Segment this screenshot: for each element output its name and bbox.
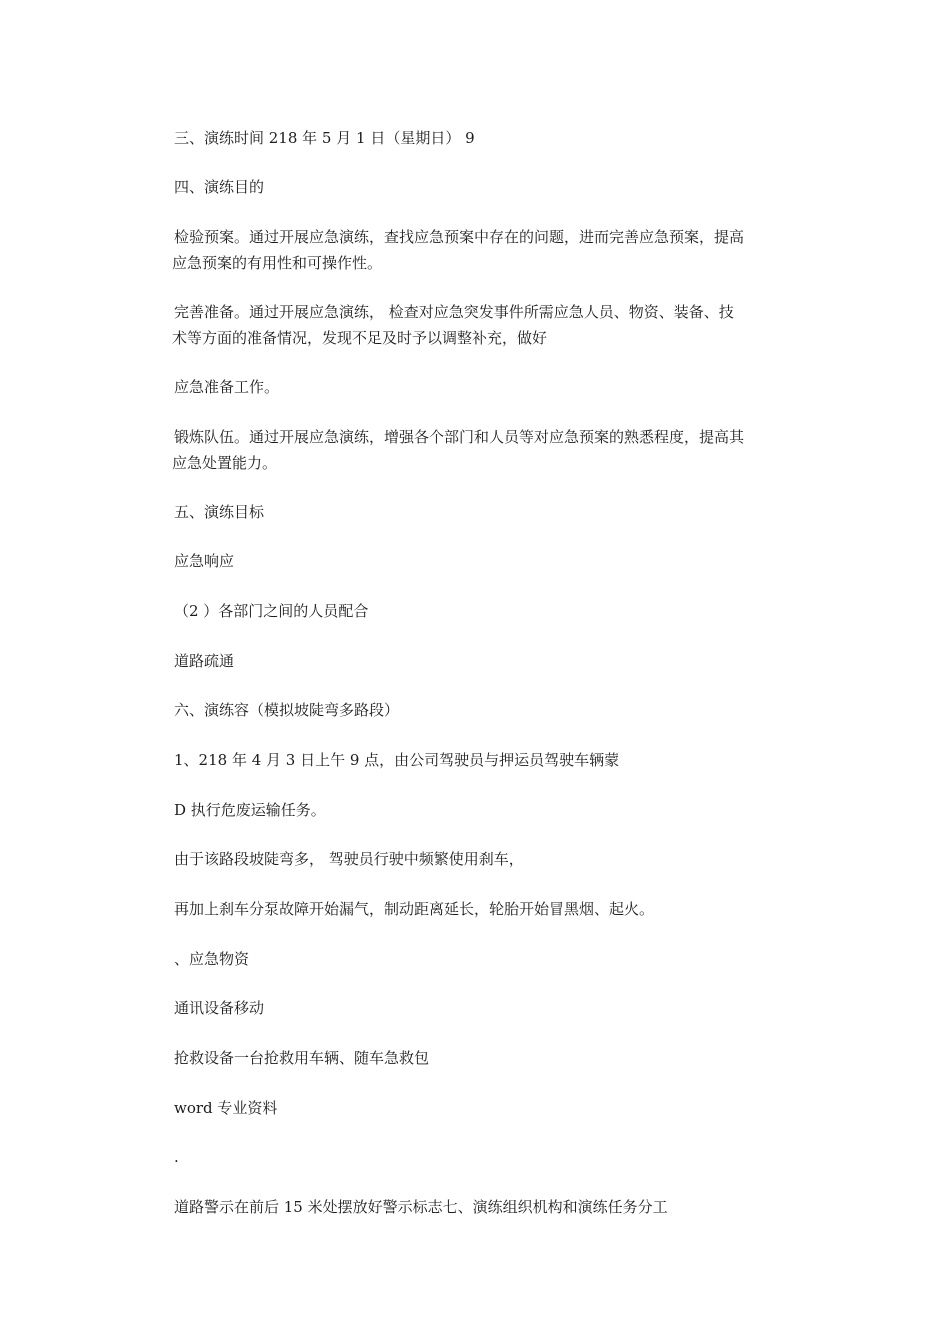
paragraph-train-team-line-1: 锻炼队伍。通过开展应急演练，增强各个部门和人员等对应急预案的熟悉程度，提高其 xyxy=(174,428,745,446)
paragraph-improve-prep-line-1: 完善准备。通过开展应急演练， 检查对应急突发事件所需应急人员、物资、装备、技 xyxy=(174,303,734,321)
emergency-supplies-heading: 、应急物资 xyxy=(174,950,250,968)
paragraph-verify-plan-line-2: 应急预案的有用性和可操作性。 xyxy=(172,254,383,272)
scenario-line-1: 1、218 年 4 月 3 日上午 9 点，由公司驾驶员与押运员驾驶车辆蒙 xyxy=(174,751,620,769)
section-5-heading: 五、演练目标 xyxy=(174,503,265,521)
supplies-communication: 通讯设备移动 xyxy=(174,999,265,1017)
section-4-heading: 四、演练目的 xyxy=(174,178,265,196)
supplies-rescue: 抢救设备一台抢救用车辆、随车急救包 xyxy=(174,1049,430,1067)
scenario-line-4: 再加上刹车分泵故障开始漏气，制动距离延长，轮胎开始冒黑烟、起火。 xyxy=(174,900,655,918)
footer-word-professional: word 专业资料 xyxy=(174,1099,278,1117)
footer-dot: . xyxy=(174,1148,179,1166)
goal-department-coordination: （2 ）各部门之间的人员配合 xyxy=(174,602,369,620)
scenario-line-2: D 执行危废运输任务。 xyxy=(174,801,326,819)
road-warning-line: 道路警示在前后 15 米处摆放好警示标志七、演练组织机构和演练任务分工 xyxy=(174,1198,668,1216)
paragraph-verify-plan-line-1: 检验预案。通过开展应急演练，查找应急预案中存在的问题，进而完善应急预案，提高 xyxy=(174,228,745,246)
paragraph-train-team-line-2: 应急处置能力。 xyxy=(172,454,278,472)
section-6-heading: 六、演练容（模拟坡陡弯多路段） xyxy=(174,701,400,719)
paragraph-improve-prep-line-2: 术等方面的准备情况，发现不足及时予以调整补充，做好 xyxy=(172,329,548,347)
goal-emergency-response: 应急响应 xyxy=(174,552,235,570)
scenario-line-3: 由于该路段坡陡弯多， 驾驶员行驶中频繁使用刹车， xyxy=(174,850,524,868)
section-3-drill-time: 三、演练时间 218 年 5 月 1 日（星期日） 9 xyxy=(174,129,475,147)
goal-road-clearing: 道路疏通 xyxy=(174,652,235,670)
paragraph-emergency-prep-work: 应急准备工作。 xyxy=(174,378,280,396)
